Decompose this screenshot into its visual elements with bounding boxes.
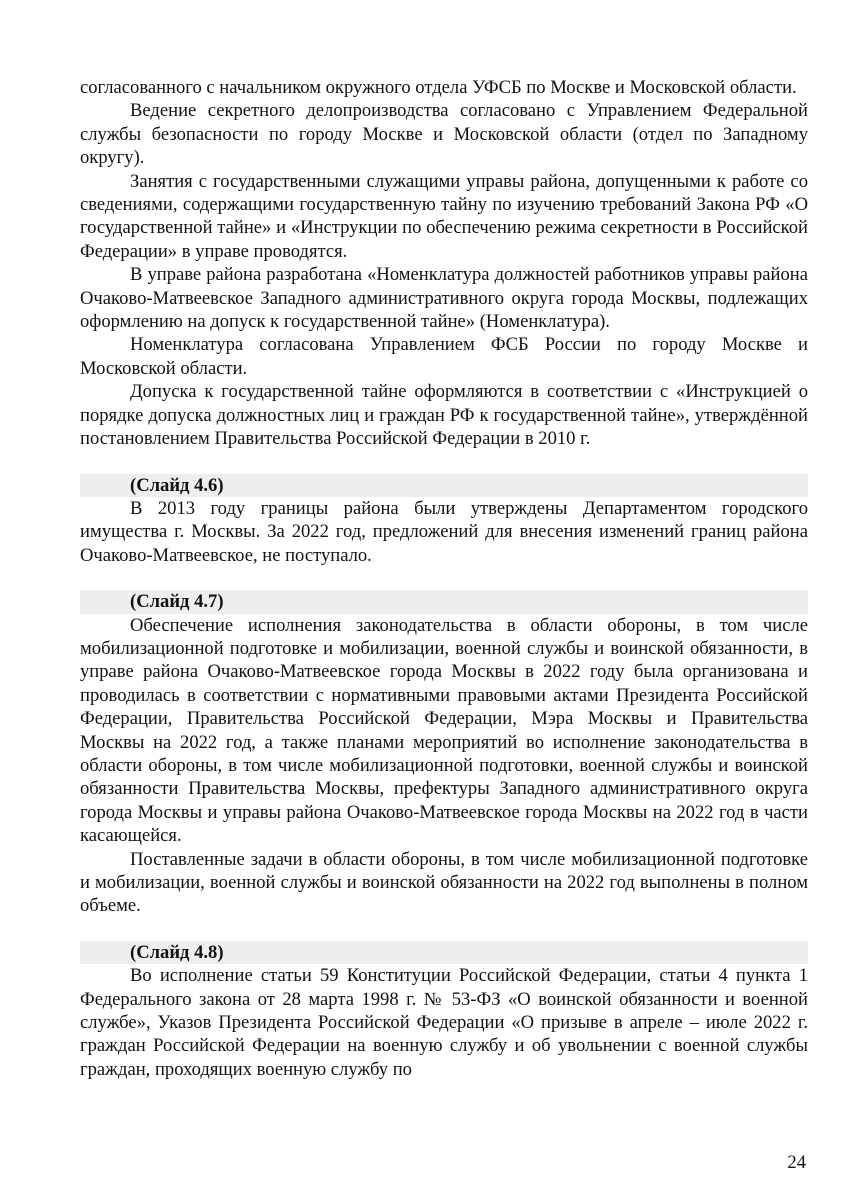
page-number: 24 [787,1152,806,1173]
section-gap [80,451,808,474]
paragraph-1: согласованного с начальником окружного отдела УФСБ по Москве и Московской области. [80,77,797,98]
section-gap [80,918,808,941]
paragraph-6: Допуска к государственной тайне оформляются в соответствии с «Инструкцией о порядке допуска должностных лиц и граждан РФ к государственной тайне», утверждённой постановлением Правительства Российской Федерации в 2010 г. [80,381,808,450]
section-gap [80,567,808,590]
slide-4-7-paragraph-1: Обеспечение исполнения законодательства в области обороны, в том числе мобилизационной подготовке и мобилизации, военной службы и воинской обязанности, в управе района Очаково-Матвеевское города Москвы в 2022 году была организована и проводилась в соответствии с нормативными правовыми актами Президента Российской Федерации, Правительства Российской Федерации, Мэра Москвы и Правительства Москвы на 2022 год, а также планами мероприятий во исполнение законодательства в области обороны, в том числе мобилизационной подготовки, военной службы и воинской обязанности Правительства Москвы, префектуры Западного административного округа города Москвы и управы района Очаково-Матвеевское города Москвы на 2022 год в части касающейся. [80,614,808,847]
document-page [80,76,808,1081]
paragraph-3: Занятия с государственными служащими управы района, допущенными к работе со сведениями, содержащими государственную тайну по изучению требований Закона РФ «О государственной тайне» и «Инструкции по обеспечению режима секретности в Российской Федерации» в управе проводятся. [80,170,808,262]
slide-4-8-paragraph-1: Во исполнение статьи 59 Конституции Российской Федерации, статьи 4 пункта 1 Федерального закона от 28 марта 1998 г. № 53-ФЗ «О воинской обязанности и военной службе», Указов Президента Российской Федерации «О призыве в апреле – июле 2022 г. граждан Российской Федерации на военную службу и об увольнении с военной службы граждан, проходящих военную службу по [80,965,808,1080]
slide-4-6-heading: (Слайд 4.6) [80,474,808,497]
paragraph-5: Номенклатура согласована Управлением ФСБ России по городу Москве и Московской области. [80,334,808,379]
paragraph-4: В управе района разработана «Номенклатура должностей работников управы района Очаково-Матвеевское Западного административного округа города Москвы, подлежащих оформлению на допуск к государственной тайне» (Номенклатура). [80,264,808,333]
slide-4-7-paragraph-2: Поставленные задачи в области обороны, в том числе мобилизационной подготовке и мобилизации, военной службы и воинской обязанности на 2022 год выполнены в полном объеме. [80,848,808,917]
slide-4-7-heading: (Слайд 4.7) [80,590,808,613]
paragraph-2: Ведение секретного делопроизводства согласовано с Управлением Федеральной службы безопасности по городу Москве и Московской области (отдел по Западному округу). [80,100,808,169]
slide-4-6-paragraph-1: В 2013 году границы района были утверждены Департаментом городского имущества г. Москвы. За 2022 год, предложений для внесения изменений границ района Очаково-Матвеевское, не поступало. [80,497,808,566]
slide-4-8-heading: (Слайд 4.8) [80,941,808,964]
